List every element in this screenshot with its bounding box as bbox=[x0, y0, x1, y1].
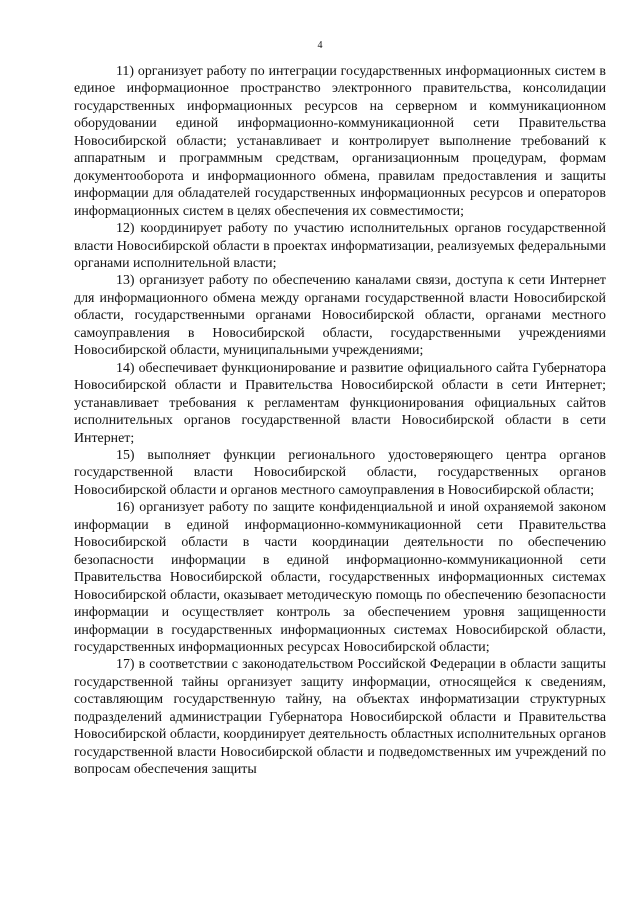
paragraph-13: 13) организует работу по обеспечению каналами связи, доступа к сети Интернет для информационного обмена между органами государственной власти Новосибирской области, государственными органами Новосибирской области, органами местного самоуправления в Новосибирской области, государственными учреждениями Новосибирской области, муниципальными учреждениями; bbox=[74, 273, 606, 359]
paragraph-16: 16) организует работу по защите конфиденциальной и иной охраняемой законом информации в единой информационно-коммуникационной сети Правительства Новосибирской области в части координации деятельности по обеспечению безопасности информации в единой информационно-коммуникационной сети Правительства Новосибирской области, государственных информационных системах Новосибирской области, оказывает методическую помощь по обеспечению безопасности информации и осуществляет контроль за обеспечением уровня защищенности информации в государственных информационных системах Новосибирской области, государственных информационных ресурсах Новосибирской области; bbox=[74, 500, 606, 655]
paragraph-14: 14) обеспечивает функционирование и развитие официального сайта Губернатора Новосибирской области и Правительства Новосибирской области в сети Интернет; устанавливает требования к регламентам функционирования официальных сайтов исполнительных органов государственной власти Новосибирской области в сети Интернет; bbox=[74, 360, 606, 446]
paragraph-11: 11) организует работу по интеграции государственных информационных систем в единое информационное пространство электронного правительства, консолидации государственных информационных ресурсов на серверном и коммуникационном оборудовании единой информационно-коммуникационной сети Правительства Новосибирской области; устанавливает и контролирует выполнение требований к аппаратным и программным средствам, организационным процедурам, формам документооборота и информационного обмена, правилам предоставления и защиты информации для обладателей государственных информационных ресурсов и операторов информационных систем в целях обеспечения их совместимости; bbox=[74, 64, 606, 219]
paragraph-12: 12) координирует работу по участию исполнительных органов государственной власти Новосибирской области в проектах информатизации, реализуемых федеральными органами исполнительной власти; bbox=[74, 221, 606, 271]
document-body bbox=[74, 63, 606, 779]
paragraph-17: 17) в соответствии с законодательством Российской Федерации в области защиты государственной тайны организует защиту информации, относящейся к сведениям, составляющим государственную тайну, на объектах информатизации структурных подразделений администрации Губернатора Новосибирской области и Правительства Новосибирской области, координирует деятельность областных исполнительных органов государственной власти Новосибирской области и подведомственных им учреждений по вопросам обеспечения защиты bbox=[74, 657, 606, 778]
page-number: 4 bbox=[317, 40, 323, 51]
paragraph-15: 15) выполняет функции регионального удостоверяющего центра органов государственной власти Новосибирской области, государственных органов Новосибирской области и органов местного самоуправления в Новосибирской области; bbox=[74, 447, 606, 498]
